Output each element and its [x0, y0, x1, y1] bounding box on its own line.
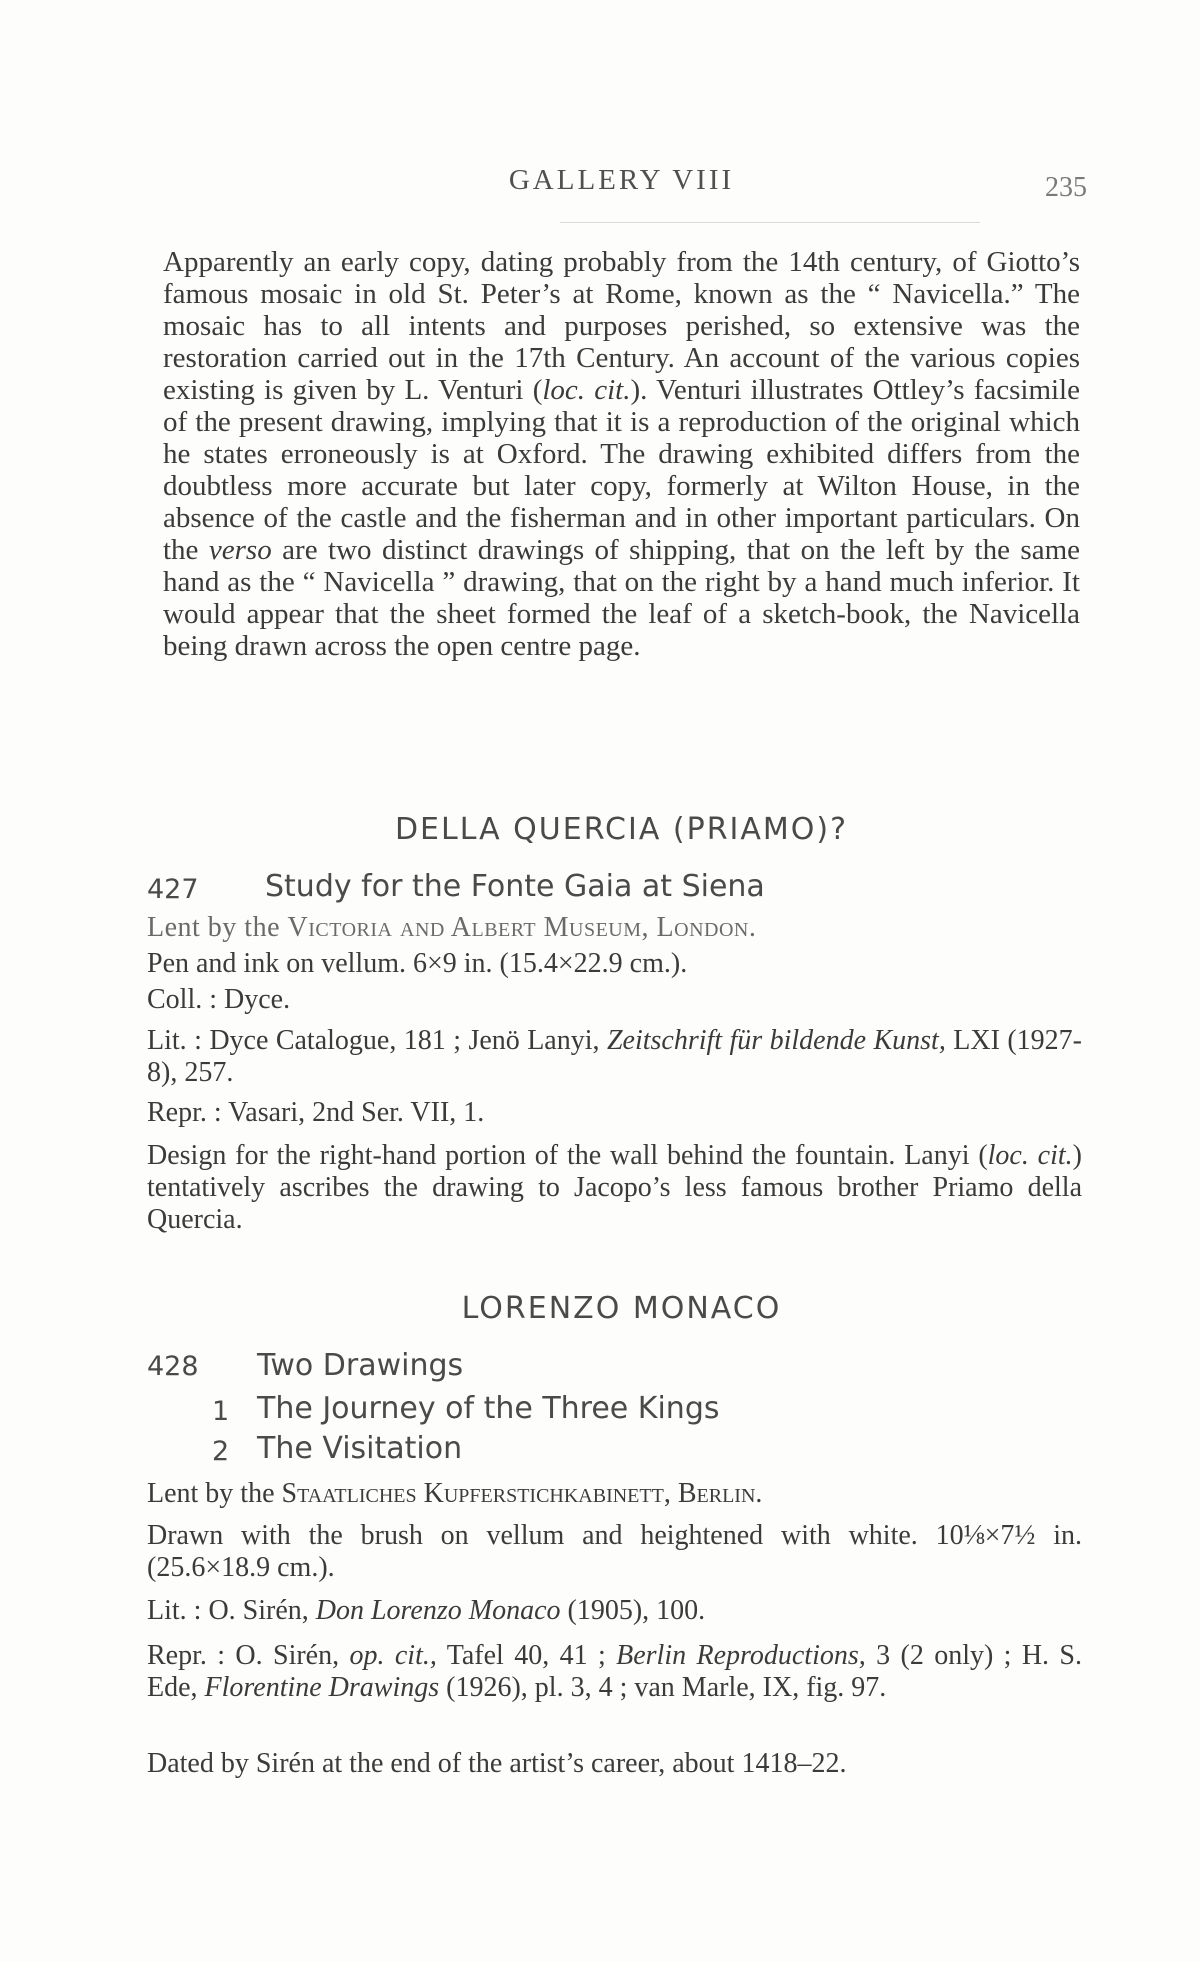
collection-427: Coll. : Dyce. [147, 984, 291, 1015]
medium-428: Drawn with the brush on vellum and heightened with white. 10⅛×7½ in. (25.6×18.9 cm.). [147, 1520, 1082, 1583]
reproduction-427: Repr. : Vasari, 2nd Ser. VII, 1. [147, 1097, 485, 1128]
lit2-italic: Don Lorenzo Monaco [315, 1595, 561, 1626]
entry-title-428: Two Drawings [257, 1348, 464, 1383]
lender-name-2: Staatliches Kupferstichkabinett, Berlin. [281, 1478, 763, 1509]
sub-item-title-1: The Journey of the Three Kings [257, 1391, 720, 1426]
lit2-text-a: Lit. : O. Sirén, [147, 1595, 316, 1626]
intro-text-a-italic: loc. cit. [542, 374, 631, 406]
lit2-text-b: (1905), 100. [560, 1595, 706, 1626]
lit-italic: Zeitschrift für bildende Kunst, [606, 1025, 946, 1056]
lent-prefix-2: Lent by the [147, 1478, 282, 1509]
header-rule [560, 222, 980, 223]
repr2-it3: Florentine Drawings [204, 1672, 440, 1703]
literature-427 [147, 1025, 1082, 1089]
running-title: GALLERY VIII [508, 164, 735, 196]
desc-text-a: Design for the right-hand portion of the wall behind the fountain. Lanyi ( [147, 1140, 988, 1171]
sub-item-number-1: 1 [212, 1396, 230, 1427]
dating-428: Dated by Sirén at the end of the artist’s career, about 1418–22. [147, 1748, 847, 1779]
lender-name: Victoria and Albert Museum, London. [287, 912, 757, 943]
lent-by-427 [147, 912, 1082, 944]
repr2-b: Tafel 40, 41 ; [436, 1640, 617, 1671]
entry-title-427: Study for the Fonte Gaia at Siena [265, 869, 765, 904]
repr2-it1: op. cit., [349, 1640, 437, 1671]
repr2-d: (1926), pl. 3, 4 ; van Marle, IX, fig. 97. [439, 1672, 887, 1703]
repr2-c: 3 (2 only) ; H. S. Ede, [147, 1640, 1082, 1703]
desc-text-b: ) tentatively ascribes the drawing to Jacopo’s less famous brother Priamo della Quercia. [147, 1140, 1082, 1235]
reproduction-428 [147, 1640, 1082, 1704]
desc-italic: loc. cit. [987, 1140, 1073, 1171]
intro-text-a: Apparently an early copy, dating probably from the 14th century, of Giotto’s famous mosaic in old St. Peter’s at Rome, known as the “ Navicella.” The mosaic has to all intents and purposes perished, so extensive was the restoration carried out in the 17th Century. An account of the various copies existing is given by L. Venturi ( [163, 246, 1080, 406]
intro-paragraph [163, 246, 1080, 662]
repr2-a: Repr. : O. Sirén, [147, 1640, 350, 1671]
sub-item-number-2: 2 [212, 1436, 230, 1467]
lent-by-428 [147, 1478, 1082, 1510]
running-head [163, 160, 1087, 203]
intro-text-b: ). Venturi illustrates Ottley’s facsimile of the present drawing, implying that it is a reproduction of the original which he states erroneously is at Oxford. The drawing exhibited differs from the doubtless more accurate but later copy, formerly at Wilton House, in the absence of the castle and the fisherman and in other important particulars. On the [163, 374, 1080, 566]
intro-text-b-italic: verso [208, 534, 272, 566]
lit-text-b: LXI (1927-8), 257. [147, 1025, 1082, 1088]
sub-item-title-2: The Visitation [257, 1431, 463, 1466]
description-427 [147, 1140, 1082, 1236]
intro-text-c: are two distinct drawings of shipping, that on the left by the same hand as the “ Navicella ” drawing, that on the right by a hand much inferior. It would appear that the sheet formed the leaf of a sketch-book, the Navicella being drawn across the open centre page. [163, 534, 1081, 662]
entry-number-428: 428 [147, 1351, 199, 1382]
medium-427: Pen and ink on vellum. 6×9 in. (15.4×22.9 cm.). [147, 948, 688, 979]
lent-prefix: Lent by the [147, 912, 288, 943]
section-heading-della-quercia: DELLA QUERCIA (PRIAMO)? [394, 812, 849, 847]
repr2-it2: Berlin Reproductions, [616, 1640, 866, 1671]
lit-text-a: Lit. : Dyce Catalogue, 181 ; Jenö Lanyi, [147, 1025, 607, 1056]
section-heading-lorenzo-monaco: LORENZO MONACO [461, 1291, 782, 1326]
page-number: 235 [1045, 172, 1087, 203]
literature-428 [147, 1595, 1082, 1627]
entry-number-427: 427 [147, 874, 199, 905]
